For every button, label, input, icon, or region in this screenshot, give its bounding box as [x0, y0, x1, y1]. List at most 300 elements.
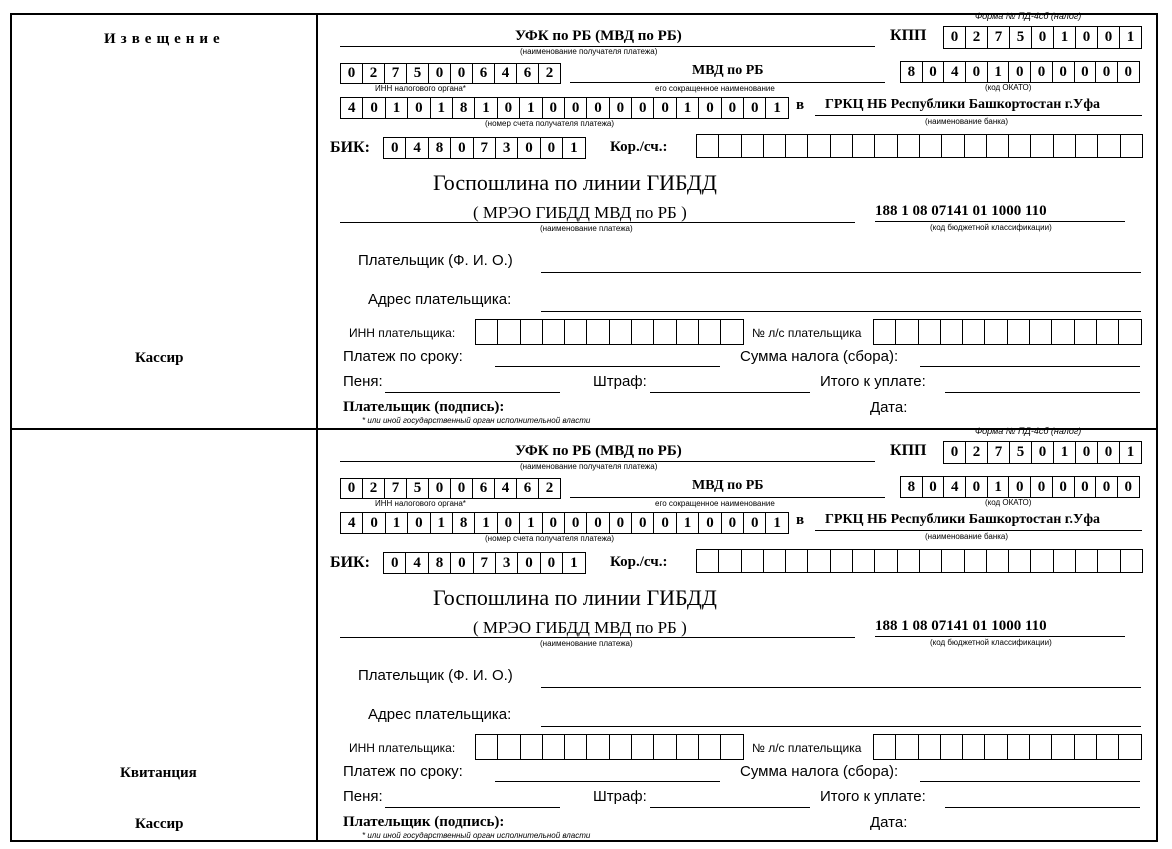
ls-boxes-cell — [1052, 735, 1074, 759]
korsch-boxes-cell — [942, 135, 964, 157]
penalty-field[interactable] — [385, 392, 560, 393]
korsch-boxes-cell — [742, 135, 764, 157]
kpp-boxes-cell: 2 — [966, 442, 988, 463]
receipt-section — [0, 415, 1172, 840]
address-label: Адрес плательщика: — [368, 706, 512, 723]
account-boxes-cell: 8 — [453, 513, 475, 533]
payer-inn-boxes-cell — [699, 320, 721, 344]
kpp-boxes-cell: 0 — [944, 442, 966, 463]
korsch-boxes-cell — [831, 550, 853, 572]
korsch-boxes-cell — [786, 550, 808, 572]
inn-boxes-cell: 5 — [407, 64, 429, 83]
tax-sum-field[interactable] — [920, 366, 1140, 367]
bik-boxes-cell: 0 — [384, 553, 406, 573]
payer-inn-boxes-cell — [721, 735, 743, 759]
short-name: МВД по РБ — [692, 478, 764, 493]
short-name-caption: его сокращенное наименование — [655, 499, 775, 508]
ls-boxes-cell — [1030, 735, 1052, 759]
inn-boxes-cell: 0 — [429, 479, 451, 498]
kpp-boxes-cell: 1 — [1120, 442, 1142, 463]
kpp-boxes-cell: 0 — [1098, 442, 1120, 463]
korsch-boxes-cell — [1098, 135, 1120, 157]
ls-boxes-cell — [1097, 320, 1119, 344]
ls-boxes-cell — [1075, 320, 1097, 344]
okato-boxes[interactable] — [900, 61, 1140, 83]
korsch-boxes[interactable] — [696, 549, 1143, 573]
short-name-underline — [570, 497, 885, 498]
kbk-underline — [875, 636, 1125, 637]
korsch-boxes-cell — [875, 135, 897, 157]
bik-boxes-cell: 4 — [406, 553, 428, 573]
payer-inn-boxes-cell — [521, 735, 543, 759]
signature-label: Плательщик (подпись): — [343, 399, 505, 415]
account-boxes-cell: 0 — [632, 513, 654, 533]
kpp-boxes-cell: 1 — [1120, 27, 1142, 48]
kpp-boxes-cell: 5 — [1010, 27, 1032, 48]
korsch-boxes-cell — [1031, 135, 1053, 157]
address-field[interactable] — [541, 311, 1141, 312]
inn-boxes-cell: 4 — [495, 64, 517, 83]
ls-label: № л/с плательщика — [752, 326, 862, 340]
kbk-caption: (код бюджетной классификации) — [930, 638, 1052, 647]
kpp-boxes-cell: 1 — [1054, 27, 1076, 48]
bank-caption: (наименование банка) — [925, 532, 1009, 541]
korsch-boxes[interactable] — [696, 134, 1143, 158]
payer-inn-boxes[interactable] — [475, 734, 744, 760]
inn-boxes[interactable] — [340, 478, 561, 499]
footnote: * или иной государственный орган исполнительной власти — [362, 831, 591, 840]
bik-boxes-cell: 7 — [474, 138, 496, 158]
account-boxes-cell: 0 — [654, 98, 676, 118]
okato-boxes-cell: 0 — [1031, 477, 1053, 497]
account-boxes-cell: 1 — [475, 98, 497, 118]
bik-boxes-cell: 8 — [429, 553, 451, 573]
ls-boxes-cell — [941, 735, 963, 759]
inn-boxes-cell: 0 — [451, 64, 473, 83]
bik-boxes-cell: 8 — [429, 138, 451, 158]
payment-caption: (наименование платежа) — [540, 224, 633, 233]
recipient-caption: (наименование получателя платежа) — [520, 462, 658, 471]
kpp-boxes-cell: 0 — [1076, 442, 1098, 463]
account-boxes-cell: 1 — [520, 513, 542, 533]
bik-boxes-cell: 0 — [384, 138, 406, 158]
korsch-boxes-cell — [898, 550, 920, 572]
korsch-boxes-cell — [898, 135, 920, 157]
payer-inn-boxes-cell — [699, 735, 721, 759]
ls-boxes-cell — [896, 320, 918, 344]
inn-boxes-cell: 0 — [451, 479, 473, 498]
okato-boxes-cell: 0 — [1009, 477, 1031, 497]
inn-boxes-cell: 4 — [495, 479, 517, 498]
due-field[interactable] — [495, 366, 720, 367]
korsch-boxes-cell — [875, 550, 897, 572]
account-boxes[interactable] — [340, 97, 789, 119]
bank-name: ГРКЦ НБ Республики Башкортостан г.Уфа — [825, 97, 1101, 112]
tax-sum-field[interactable] — [920, 781, 1140, 782]
payer-inn-boxes[interactable] — [475, 319, 744, 345]
payer-inn-boxes-cell — [521, 320, 543, 344]
bank-caption: (наименование банка) — [925, 117, 1009, 126]
total-field[interactable] — [945, 807, 1140, 808]
short-name-caption: его сокращенное наименование — [655, 84, 775, 93]
recipient-name: УФК по РБ (МВД по РБ) — [515, 443, 682, 459]
ls-boxes[interactable] — [873, 319, 1142, 345]
kpp-boxes-cell: 7 — [988, 442, 1010, 463]
bik-boxes-cell: 4 — [406, 138, 428, 158]
korsch-boxes-cell — [965, 550, 987, 572]
bik-label: БИК: — [330, 139, 370, 156]
account-boxes-cell: 0 — [498, 98, 520, 118]
payer-inn-boxes-cell — [476, 735, 498, 759]
recipient-caption: (наименование получателя платежа) — [520, 47, 658, 56]
korsch-boxes-cell — [808, 135, 830, 157]
bik-boxes-cell: 0 — [541, 138, 563, 158]
fine-label: Штраф: — [593, 788, 647, 805]
ls-boxes-cell — [874, 320, 896, 344]
ls-boxes-cell — [1119, 735, 1141, 759]
fine-field[interactable] — [650, 392, 810, 393]
payer-inn-boxes-cell — [565, 735, 587, 759]
date-label: Дата: — [870, 814, 908, 831]
tax-sum-label: Сумма налога (сбора): — [740, 763, 899, 780]
payer-label: Плательщик (Ф. И. О.) — [358, 252, 513, 269]
korsch-boxes-cell — [1009, 550, 1031, 572]
korsch-label: Кор./сч.: — [610, 554, 668, 570]
account-boxes-cell: 1 — [475, 513, 497, 533]
account-boxes-cell: 0 — [744, 98, 766, 118]
korsch-boxes-cell — [1121, 550, 1143, 572]
korsch-boxes-cell — [764, 135, 786, 157]
in-label: в — [796, 97, 805, 113]
okato-boxes-cell: 0 — [1075, 477, 1097, 497]
bik-boxes-cell: 7 — [474, 553, 496, 573]
korsch-boxes-cell — [942, 550, 964, 572]
inn-boxes-cell: 6 — [473, 479, 495, 498]
payer-inn-boxes-cell — [587, 735, 609, 759]
bik-boxes-cell: 3 — [496, 553, 518, 573]
account-boxes-cell: 0 — [363, 513, 385, 533]
okato-boxes-cell: 0 — [1031, 62, 1053, 82]
kpp-label: КПП — [890, 27, 927, 44]
korsch-boxes-cell — [786, 135, 808, 157]
account-boxes-cell: 1 — [766, 513, 788, 533]
korsch-boxes-cell — [1076, 135, 1098, 157]
bik-boxes-cell: 1 — [563, 553, 585, 573]
account-boxes-cell: 0 — [363, 98, 385, 118]
account-caption: (номер счета получателя платежа) — [485, 119, 615, 128]
cashier-label: Кассир — [135, 816, 184, 832]
payer-inn-boxes-cell — [498, 735, 520, 759]
account-boxes-cell: 1 — [431, 98, 453, 118]
bik-boxes-cell: 0 — [451, 553, 473, 573]
okato-boxes-cell: 0 — [923, 477, 945, 497]
bik-boxes-cell: 3 — [496, 138, 518, 158]
due-label: Платеж по сроку: — [343, 763, 463, 780]
korsch-boxes-cell — [742, 550, 764, 572]
okato-boxes-cell: 0 — [1075, 62, 1097, 82]
account-boxes-cell: 1 — [677, 98, 699, 118]
payment-caption: (наименование платежа) — [540, 639, 633, 648]
bik-boxes-cell: 0 — [518, 553, 540, 573]
left-title: Квитанция — [120, 765, 197, 781]
okato-boxes-cell: 0 — [1009, 62, 1031, 82]
penalty-label: Пеня: — [343, 788, 383, 805]
due-label: Платеж по сроку: — [343, 348, 463, 365]
account-boxes-cell: 0 — [543, 98, 565, 118]
bik-boxes-cell: 0 — [541, 553, 563, 573]
okato-boxes-cell: 1 — [988, 62, 1010, 82]
ls-label: № л/с плательщика — [752, 741, 862, 755]
total-field[interactable] — [945, 392, 1140, 393]
kpp-boxes[interactable] — [943, 26, 1142, 49]
payer-inn-boxes-cell — [476, 320, 498, 344]
inn-caption: ИНН налогового органа* — [375, 84, 466, 93]
payment-title: Госпошлина по линии ГИБДД — [433, 170, 717, 195]
payer-inn-boxes-cell — [498, 320, 520, 344]
inn-boxes-cell: 5 — [407, 479, 429, 498]
ls-boxes-cell — [1008, 320, 1030, 344]
payment-underline — [340, 637, 855, 638]
korsch-boxes-cell — [719, 135, 741, 157]
cashier-label: Кассир — [135, 350, 184, 366]
kpp-boxes-cell: 7 — [988, 27, 1010, 48]
okato-boxes-cell: 8 — [901, 477, 923, 497]
kpp-boxes[interactable] — [943, 441, 1142, 464]
korsch-boxes-cell — [831, 135, 853, 157]
bank-name: ГРКЦ НБ Республики Башкортостан г.Уфа — [825, 512, 1101, 527]
okato-caption: (код ОКАТО) — [985, 83, 1032, 92]
payment-title: Госпошлина по линии ГИБДД — [433, 585, 717, 610]
okato-boxes-cell: 0 — [966, 62, 988, 82]
ls-boxes-cell — [1052, 320, 1074, 344]
bik-label: БИК: — [330, 554, 370, 571]
okato-boxes-cell: 4 — [944, 477, 966, 497]
payer-inn-boxes-cell — [565, 320, 587, 344]
payer-inn-boxes-cell — [677, 320, 699, 344]
korsch-boxes-cell — [764, 550, 786, 572]
account-boxes-cell: 0 — [610, 98, 632, 118]
ls-boxes-cell — [963, 320, 985, 344]
payer-inn-label: ИНН плательщика: — [349, 326, 456, 340]
inn-boxes-cell: 0 — [341, 479, 363, 498]
payment-underline — [340, 222, 855, 223]
account-boxes-cell: 0 — [722, 98, 744, 118]
okato-boxes-cell: 0 — [923, 62, 945, 82]
account-boxes-cell: 8 — [453, 98, 475, 118]
account-boxes-cell: 0 — [408, 98, 430, 118]
inn-boxes-cell: 2 — [363, 479, 385, 498]
korsch-boxes-cell — [1054, 135, 1076, 157]
korsch-boxes-cell — [697, 550, 719, 572]
ls-boxes-cell — [1008, 735, 1030, 759]
account-boxes-cell: 1 — [431, 513, 453, 533]
korsch-boxes-cell — [965, 135, 987, 157]
inn-caption: ИНН налогового органа* — [375, 499, 466, 508]
account-boxes-cell: 0 — [699, 98, 721, 118]
account-boxes-cell: 0 — [408, 513, 430, 533]
kpp-boxes-cell: 0 — [1032, 442, 1054, 463]
account-boxes-cell: 1 — [677, 513, 699, 533]
kpp-boxes-cell: 0 — [944, 27, 966, 48]
account-boxes-cell: 1 — [520, 98, 542, 118]
account-boxes-cell: 0 — [699, 513, 721, 533]
payer-inn-boxes-cell — [610, 735, 632, 759]
bik-boxes[interactable] — [383, 552, 586, 574]
account-boxes-cell: 1 — [386, 513, 408, 533]
payment-subtitle: ( МРЭО ГИБДД МВД по РБ ) — [473, 203, 687, 222]
kpp-boxes-cell: 0 — [1076, 27, 1098, 48]
kpp-boxes-cell: 5 — [1010, 442, 1032, 463]
korsch-boxes-cell — [920, 135, 942, 157]
okato-boxes-cell: 0 — [1096, 62, 1118, 82]
korsch-boxes-cell — [987, 550, 1009, 572]
inn-boxes-cell: 2 — [539, 479, 561, 498]
bik-boxes[interactable] — [383, 137, 586, 159]
inn-boxes-cell: 2 — [539, 64, 561, 83]
ls-boxes-cell — [963, 735, 985, 759]
total-label: Итого к уплате: — [820, 788, 926, 805]
ls-boxes-cell — [1097, 735, 1119, 759]
okato-boxes-cell: 1 — [988, 477, 1010, 497]
ls-boxes-cell — [985, 320, 1007, 344]
payer-inn-boxes-cell — [587, 320, 609, 344]
account-boxes-cell: 4 — [341, 98, 363, 118]
short-name-underline — [570, 82, 885, 83]
okato-boxes-cell: 0 — [1053, 477, 1075, 497]
inn-boxes-cell: 6 — [517, 64, 539, 83]
address-label: Адрес плательщика: — [368, 291, 512, 308]
payer-inn-boxes-cell — [677, 735, 699, 759]
okato-boxes-cell: 4 — [944, 62, 966, 82]
ls-boxes-cell — [1030, 320, 1052, 344]
account-boxes-cell: 0 — [587, 513, 609, 533]
ls-boxes-cell — [919, 320, 941, 344]
account-boxes-cell: 1 — [386, 98, 408, 118]
kbk-code: 188 1 08 07141 01 1000 110 — [875, 203, 1047, 219]
inn-boxes-cell: 0 — [341, 64, 363, 83]
kbk-code: 188 1 08 07141 01 1000 110 — [875, 618, 1047, 634]
form-number: Форма № ПД-4сб (налог) — [975, 426, 1082, 436]
kbk-underline — [875, 221, 1125, 222]
payer-name-field[interactable] — [541, 687, 1141, 688]
account-boxes-cell: 0 — [543, 513, 565, 533]
account-boxes-cell: 0 — [610, 513, 632, 533]
signature-label: Плательщик (подпись): — [343, 814, 505, 830]
account-boxes-cell: 0 — [744, 513, 766, 533]
ls-boxes-cell — [896, 735, 918, 759]
total-label: Итого к уплате: — [820, 373, 926, 390]
kpp-boxes-cell: 0 — [1098, 27, 1120, 48]
okato-boxes[interactable] — [900, 476, 1140, 498]
inn-boxes-cell: 6 — [517, 479, 539, 498]
account-boxes-cell: 0 — [565, 98, 587, 118]
account-boxes-cell: 0 — [722, 513, 744, 533]
account-boxes-cell: 0 — [565, 513, 587, 533]
bank-underline — [815, 530, 1142, 531]
payer-inn-label: ИНН плательщика: — [349, 741, 456, 755]
ls-boxes-cell — [919, 735, 941, 759]
korsch-boxes-cell — [719, 550, 741, 572]
due-field[interactable] — [495, 781, 720, 782]
ls-boxes-cell — [985, 735, 1007, 759]
address-field[interactable] — [541, 726, 1141, 727]
bik-boxes-cell: 0 — [518, 138, 540, 158]
account-caption: (номер счета получателя платежа) — [485, 534, 615, 543]
inn-boxes-cell: 0 — [429, 64, 451, 83]
inn-boxes-cell: 7 — [385, 64, 407, 83]
bik-boxes-cell: 1 — [563, 138, 585, 158]
ls-boxes-cell — [1119, 320, 1141, 344]
kbk-caption: (код бюджетной классификации) — [930, 223, 1052, 232]
ls-boxes[interactable] — [873, 734, 1142, 760]
fine-field[interactable] — [650, 807, 810, 808]
inn-boxes-cell: 7 — [385, 479, 407, 498]
account-boxes-cell: 0 — [632, 98, 654, 118]
kpp-boxes-cell: 1 — [1054, 442, 1076, 463]
korsch-boxes-cell — [920, 550, 942, 572]
ls-boxes-cell — [874, 735, 896, 759]
account-boxes-cell: 1 — [766, 98, 788, 118]
left-title: Извещение — [104, 31, 225, 47]
account-boxes[interactable] — [340, 512, 789, 534]
okato-boxes-cell: 8 — [901, 62, 923, 82]
penalty-label: Пеня: — [343, 373, 383, 390]
footnote: * или иной государственный орган исполнительной власти — [362, 416, 591, 425]
bank-underline — [815, 115, 1142, 116]
kpp-label: КПП — [890, 442, 927, 459]
fine-label: Штраф: — [593, 373, 647, 390]
korsch-label: Кор./сч.: — [610, 139, 668, 155]
inn-boxes-cell: 6 — [473, 64, 495, 83]
payer-inn-boxes-cell — [721, 320, 743, 344]
korsch-boxes-cell — [1054, 550, 1076, 572]
payer-label: Плательщик (Ф. И. О.) — [358, 667, 513, 684]
ls-boxes-cell — [941, 320, 963, 344]
inn-boxes-cell: 2 — [363, 64, 385, 83]
korsch-boxes-cell — [1031, 550, 1053, 572]
payment-subtitle: ( МРЭО ГИБДД МВД по РБ ) — [473, 618, 687, 637]
account-boxes-cell: 4 — [341, 513, 363, 533]
in-label: в — [796, 512, 805, 528]
okato-boxes-cell: 0 — [1053, 62, 1075, 82]
payer-inn-boxes-cell — [632, 320, 654, 344]
okato-boxes-cell: 0 — [1096, 477, 1118, 497]
tax-sum-label: Сумма налога (сбора): — [740, 348, 899, 365]
payer-inn-boxes-cell — [543, 735, 565, 759]
payer-inn-boxes-cell — [543, 320, 565, 344]
payer-name-field[interactable] — [541, 272, 1141, 273]
korsch-boxes-cell — [697, 135, 719, 157]
account-boxes-cell: 0 — [654, 513, 676, 533]
okato-caption: (код ОКАТО) — [985, 498, 1032, 507]
korsch-boxes-cell — [853, 550, 875, 572]
kpp-boxes-cell: 0 — [1032, 27, 1054, 48]
okato-boxes-cell: 0 — [1118, 477, 1140, 497]
form-number: Форма № ПД-4сб (налог) — [975, 11, 1082, 21]
account-boxes-cell: 0 — [498, 513, 520, 533]
payer-inn-boxes-cell — [654, 735, 676, 759]
inn-boxes[interactable] — [340, 63, 561, 84]
penalty-field[interactable] — [385, 807, 560, 808]
ls-boxes-cell — [1075, 735, 1097, 759]
short-name: МВД по РБ — [692, 63, 764, 78]
date-label: Дата: — [870, 399, 908, 416]
account-boxes-cell: 0 — [587, 98, 609, 118]
bik-boxes-cell: 0 — [451, 138, 473, 158]
payer-inn-boxes-cell — [632, 735, 654, 759]
payer-inn-boxes-cell — [610, 320, 632, 344]
payer-inn-boxes-cell — [654, 320, 676, 344]
